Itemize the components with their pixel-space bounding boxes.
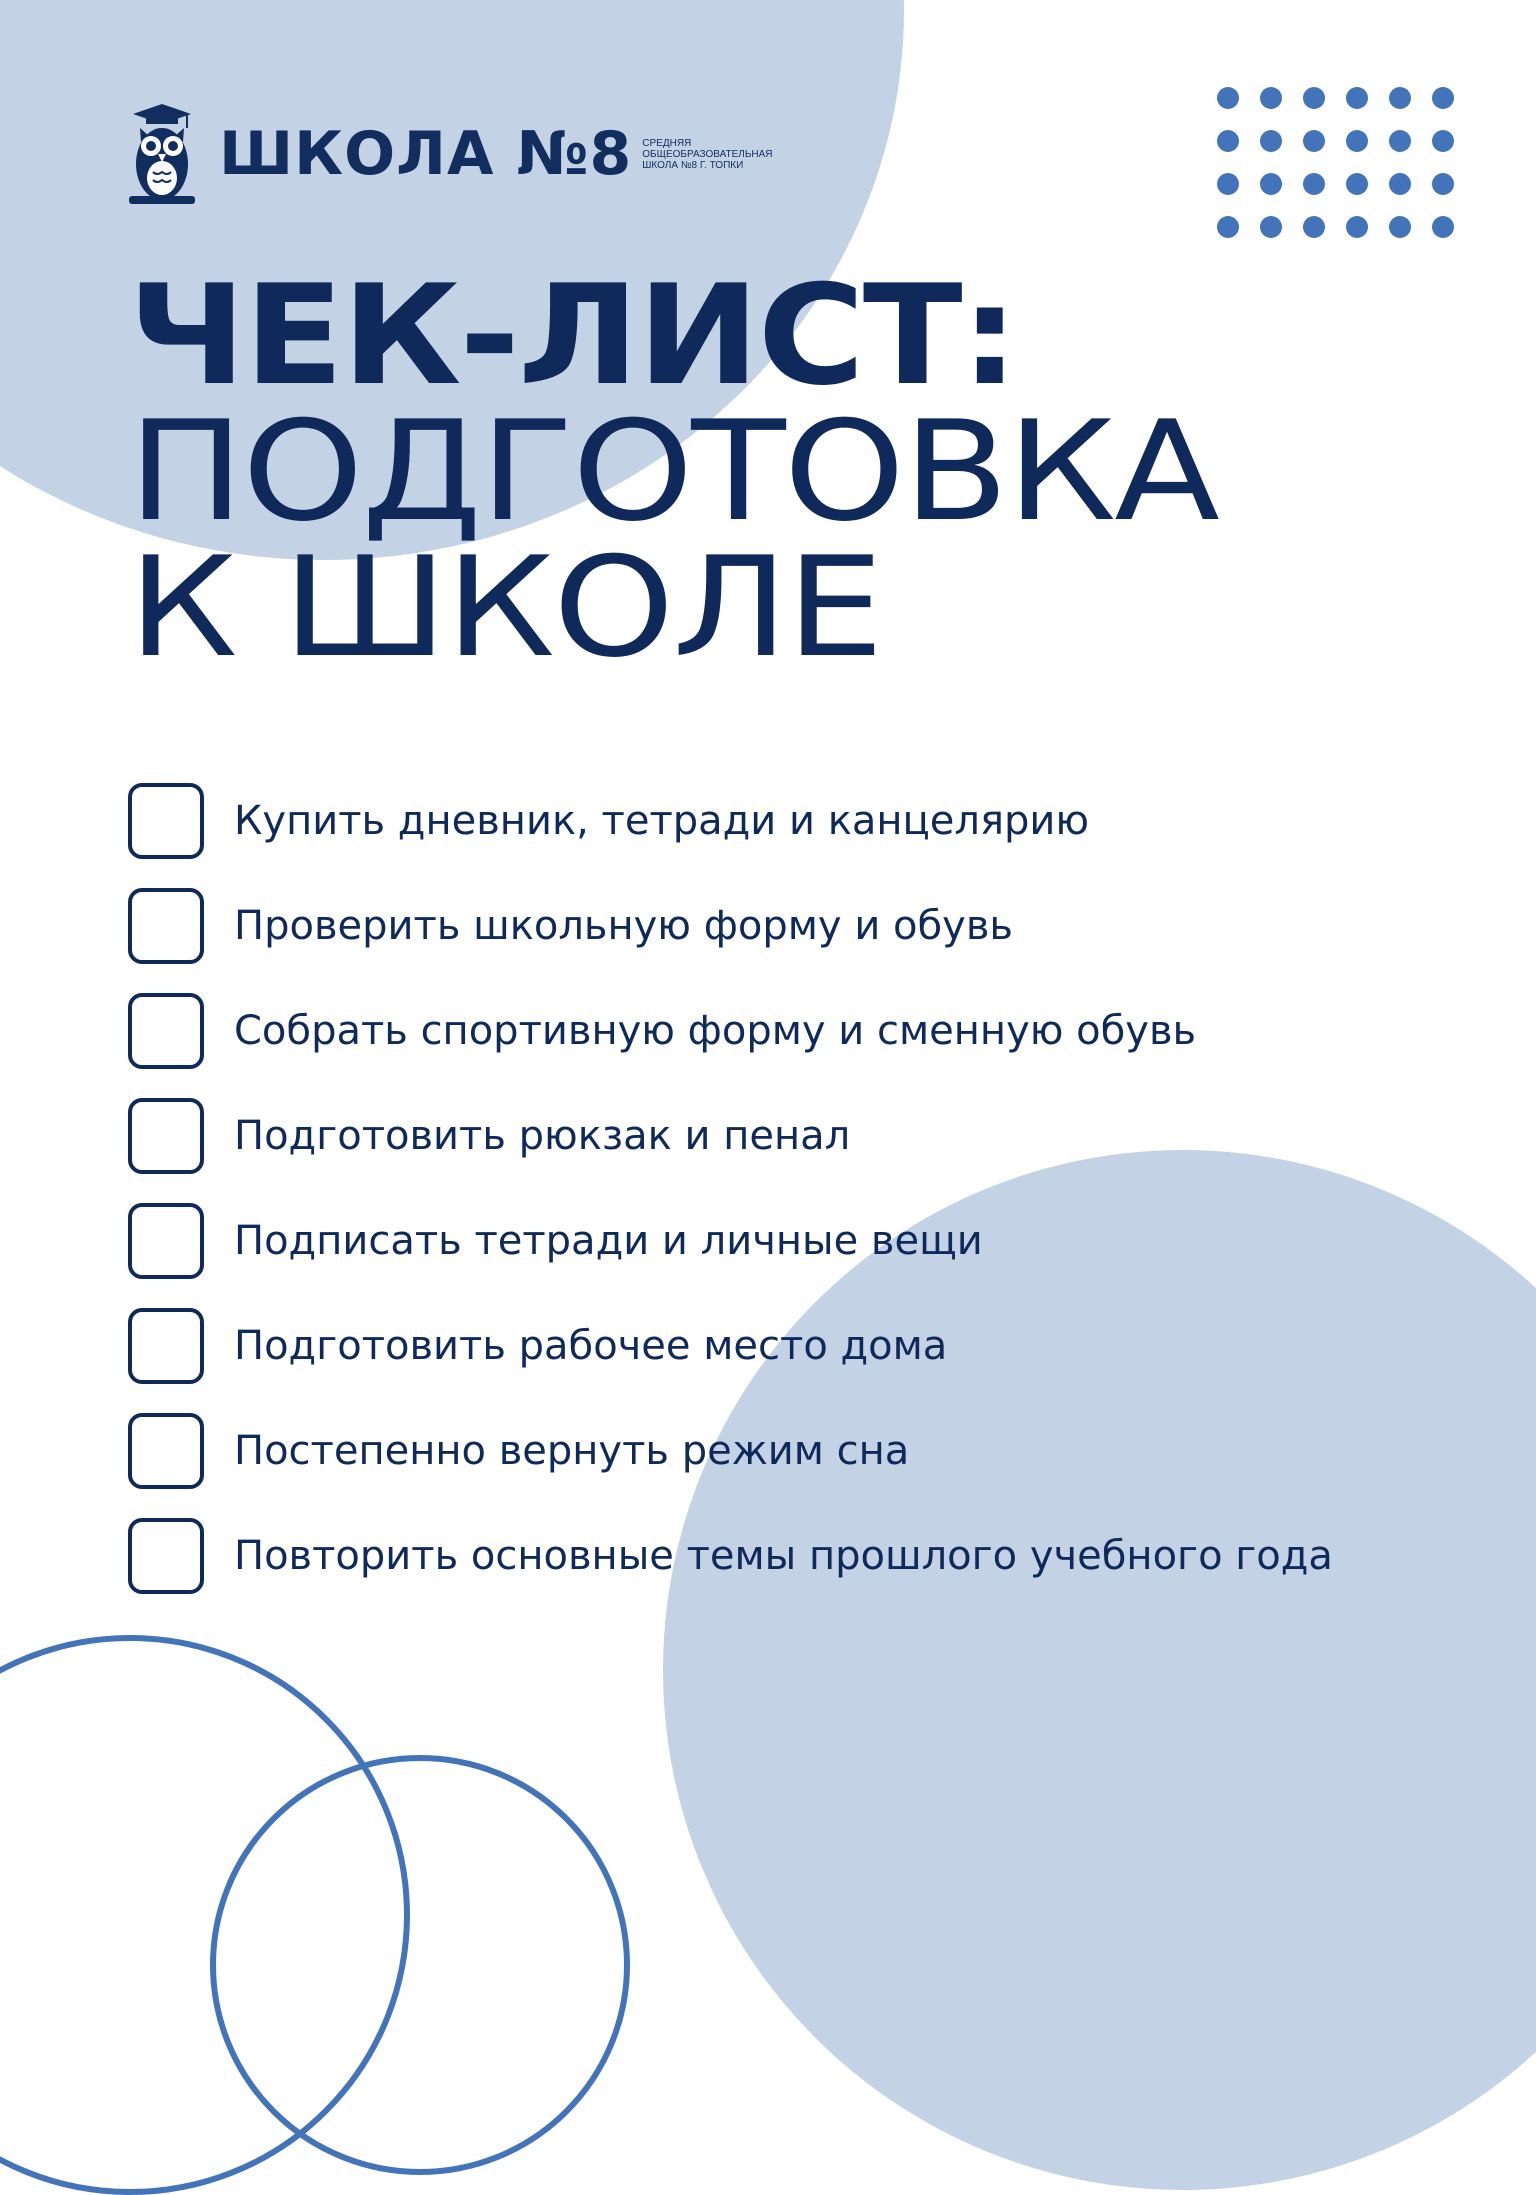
decorative-dot xyxy=(1432,173,1454,195)
decorative-dot xyxy=(1346,216,1368,238)
decorative-dot xyxy=(1346,87,1368,109)
decorative-dot xyxy=(1260,130,1282,152)
school-name: ШКОЛА №8 xyxy=(219,119,633,189)
decorative-dot xyxy=(1432,130,1454,152)
decorative-dot xyxy=(1432,87,1454,109)
school-logo xyxy=(127,102,773,206)
decorative-dot xyxy=(1217,130,1239,152)
school-subtitle-line: ОБЩЕОБРАЗОВАТЕЛЬНАЯ xyxy=(642,148,773,160)
checkbox[interactable] xyxy=(128,1203,204,1279)
decorative-dot xyxy=(1260,216,1282,238)
decorative-dot xyxy=(1303,216,1325,238)
decorative-ring-small xyxy=(210,1755,630,2175)
decorative-dot xyxy=(1217,216,1239,238)
decorative-dot xyxy=(1303,173,1325,195)
checklist-item-label: Подготовить рабочее место дома xyxy=(234,1322,948,1369)
checklist-item[interactable] xyxy=(128,1083,1333,1188)
decorative-dot xyxy=(1260,87,1282,109)
decorative-dot-grid xyxy=(1217,87,1454,238)
checkbox[interactable] xyxy=(128,1098,204,1174)
decorative-dot xyxy=(1389,216,1411,238)
checklist xyxy=(128,768,1333,1608)
checklist-item-label: Проверить школьную форму и обувь xyxy=(234,902,1013,949)
school-subtitle-line: ШКОЛА №8 Г. ТОПКИ xyxy=(642,159,744,171)
decorative-dot xyxy=(1389,173,1411,195)
checkbox[interactable] xyxy=(128,888,204,964)
decorative-dot xyxy=(1346,173,1368,195)
checkbox[interactable] xyxy=(128,993,204,1069)
decorative-dot xyxy=(1217,87,1239,109)
checklist-item-label: Подготовить рюкзак и пенал xyxy=(234,1112,851,1159)
checklist-item-label: Повторить основные темы прошлого учебного года xyxy=(234,1532,1333,1579)
decorative-dot xyxy=(1346,130,1368,152)
title-line-1: ЧЕК-ЛИСТ: xyxy=(128,255,1017,416)
checkbox[interactable] xyxy=(128,1413,204,1489)
checklist-item-label: Подписать тетради и личные вещи xyxy=(234,1217,983,1264)
checkbox[interactable] xyxy=(128,1518,204,1594)
checkbox[interactable] xyxy=(128,1308,204,1384)
school-subtitle-line: СРЕДНЯЯ xyxy=(642,137,692,149)
decorative-dot xyxy=(1389,130,1411,152)
decorative-dot xyxy=(1260,173,1282,195)
owl-icon xyxy=(127,102,197,206)
checkbox[interactable] xyxy=(128,783,204,859)
title-line-2: ПОДГОТОВКА xyxy=(128,391,1218,552)
checklist-item-label: Постепенно вернуть режим сна xyxy=(234,1427,910,1474)
checklist-item[interactable] xyxy=(128,978,1333,1083)
decorative-dot xyxy=(1303,87,1325,109)
decorative-dot xyxy=(1432,216,1454,238)
checklist-item-label: Купить дневник, тетради и канцелярию xyxy=(234,797,1090,844)
checklist-item[interactable] xyxy=(128,1503,1333,1608)
title-line-3: К ШКОЛЕ xyxy=(128,527,882,688)
school-subtitle xyxy=(642,138,772,171)
checklist-item[interactable] xyxy=(128,1188,1333,1293)
checklist-item[interactable] xyxy=(128,768,1333,873)
decorative-dot xyxy=(1217,173,1239,195)
checklist-item[interactable] xyxy=(128,1398,1333,1503)
checklist-item[interactable] xyxy=(128,873,1333,978)
decorative-dot xyxy=(1303,130,1325,152)
checklist-item[interactable] xyxy=(128,1293,1333,1398)
page-title xyxy=(128,255,1218,688)
checklist-item-label: Собрать спортивную форму и сменную обувь xyxy=(234,1007,1197,1054)
decorative-dot xyxy=(1389,87,1411,109)
